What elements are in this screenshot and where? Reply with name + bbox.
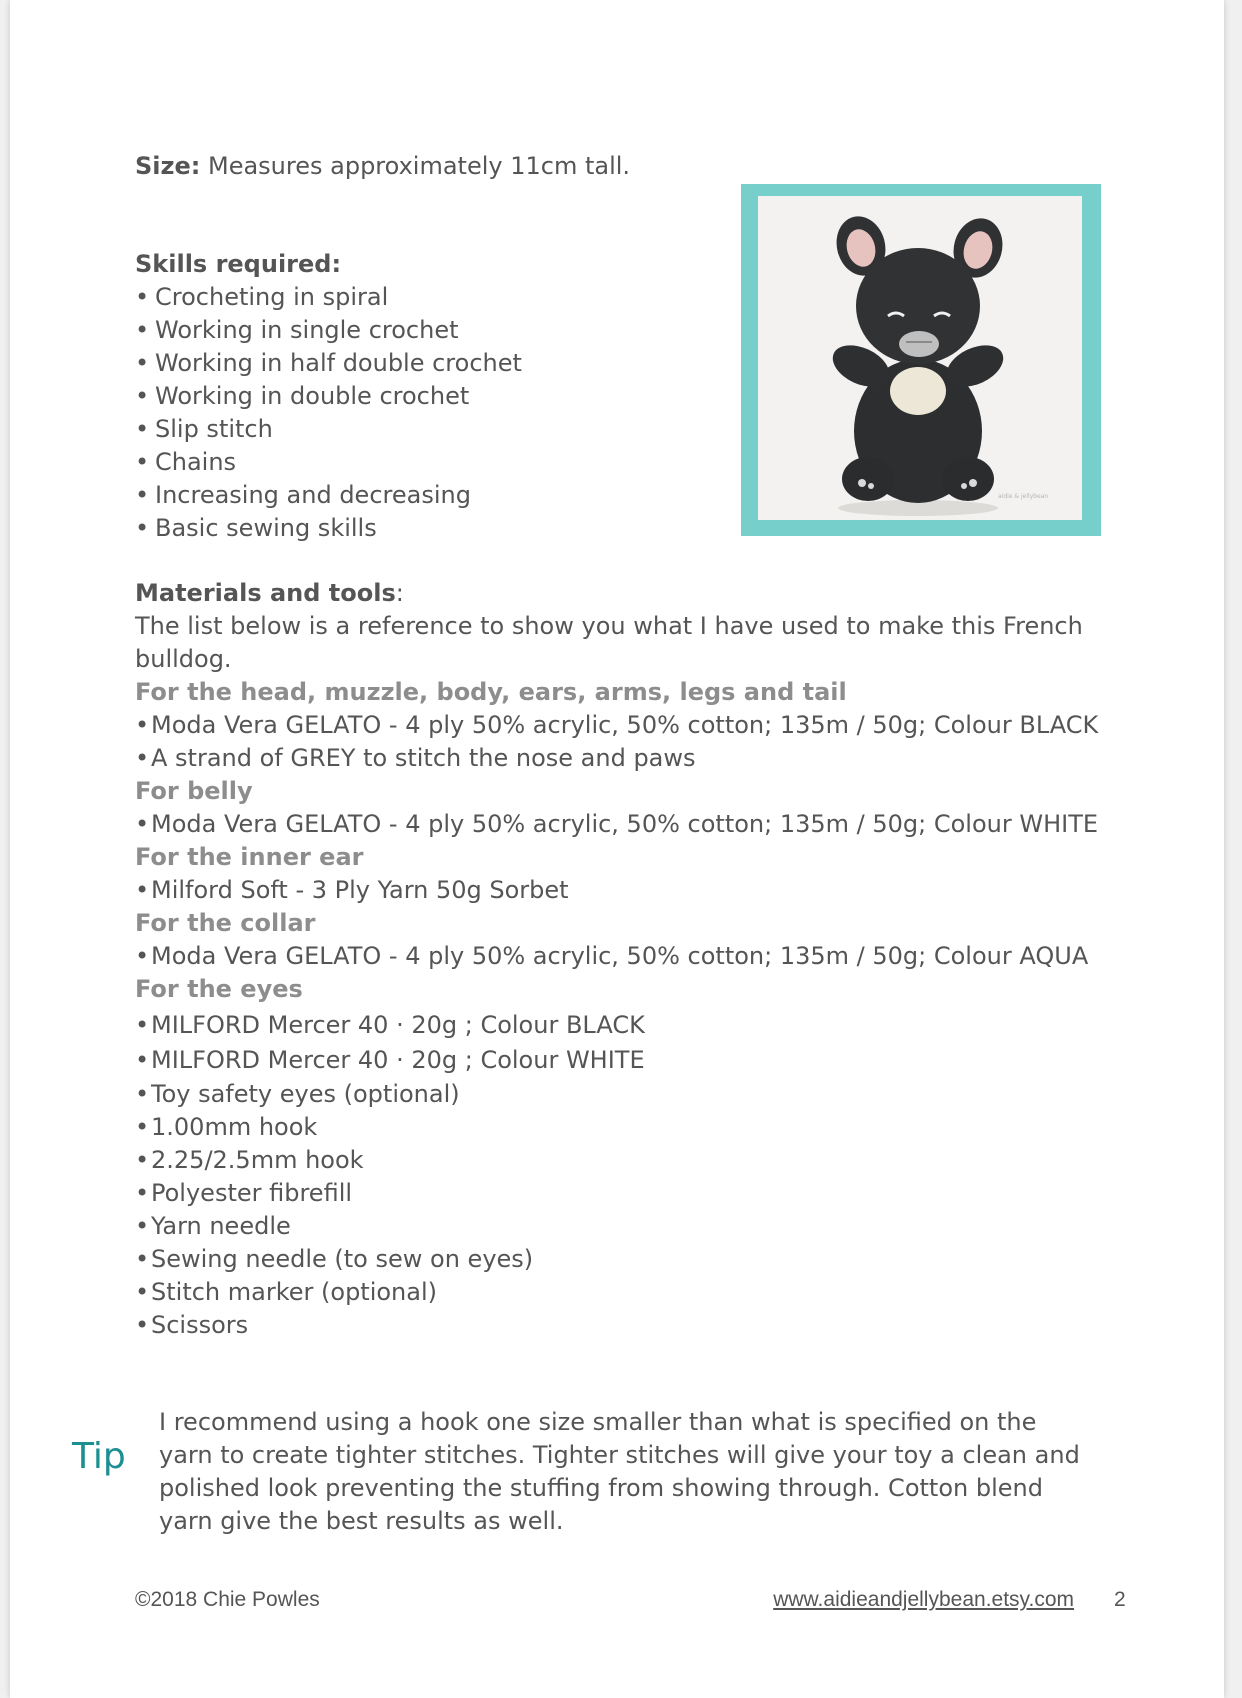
tip-text: I recommend using a hook one size smaller than what is specified on the yarn to create tighter stitches. Tighter stitches will give your toy a clean and polished look preventing the stuffing from showing through. Cotton blend yarn give the best results as well. (159, 1408, 1080, 1535)
size-line (135, 150, 630, 183)
materials-heading-line (135, 577, 1098, 610)
ear-list (135, 874, 1098, 907)
bulldog-photo (741, 184, 1101, 536)
belly-list (135, 808, 1098, 841)
list-item: • MILFORD Mercer 40 · 20g ; Colour WHITE (135, 1043, 1098, 1078)
list-item: • Working in double crochet (135, 380, 522, 413)
head-heading: For the head, muzzle, body, ears, arms, legs and tail (135, 678, 847, 706)
collar-heading: For the collar (135, 909, 316, 937)
skills-list (135, 281, 522, 545)
list-item: • Chains (135, 446, 522, 479)
size-label: Size: (135, 152, 201, 180)
size-text: Measures approximately 11cm tall. (200, 152, 631, 180)
list-item: • Moda Vera GELATO - 4 ply 50% acrylic, 50% cotton; 135m / 50g; Colour AQUA (135, 940, 1098, 973)
svg-text:aidie & jellybean: aidie & jellybean (998, 493, 1049, 500)
list-item: • A strand of GREY to stitch the nose and paws (135, 742, 1098, 775)
materials-intro-1: The list below is a reference to show you what I have used to make this French (135, 612, 1083, 640)
list-item: • MILFORD Mercer 40 · 20g ; Colour BLACK (135, 1008, 1098, 1043)
list-item: • Yarn needle (135, 1210, 1098, 1243)
list-item: • Increasing and decreasing (135, 479, 522, 512)
list-item: • Toy safety eyes (optional) (135, 1078, 1098, 1111)
bulldog-illustration (758, 196, 1082, 520)
list-item: • Scissors (135, 1309, 1098, 1342)
list-item: • Slip stitch (135, 413, 522, 446)
tools-list (135, 1078, 1098, 1342)
materials-heading: Materials and tools (135, 579, 396, 607)
collar-list (135, 940, 1098, 973)
list-item: • Crocheting in spiral (135, 281, 522, 314)
materials-intro-2: bulldog. (135, 645, 232, 673)
list-item: • Basic sewing skills (135, 512, 522, 545)
eyes-list (135, 1008, 1098, 1078)
eyes-heading: For the eyes (135, 975, 303, 1003)
photo-image (758, 196, 1082, 520)
document-page (10, 0, 1224, 1698)
materials-section (135, 577, 1098, 1342)
list-item: • Polyester fibrefill (135, 1177, 1098, 1210)
tip-label: Tip (72, 1436, 126, 1477)
page-number: 2 (1114, 1588, 1126, 1611)
website-link[interactable]: www.aidieandjellybean.etsy.com (773, 1588, 1074, 1611)
list-item: • Working in half double crochet (135, 347, 522, 380)
list-item: • Moda Vera GELATO - 4 ply 50% acrylic, 50% cotton; 135m / 50g; Colour BLACK (135, 709, 1098, 742)
belly-heading: For belly (135, 777, 253, 805)
list-item: • Working in single crochet (135, 314, 522, 347)
list-item: • Stitch marker (optional) (135, 1276, 1098, 1309)
skills-heading: Skills required: (135, 250, 342, 278)
skills-section (135, 248, 522, 545)
list-item: • Sewing needle (to sew on eyes) (135, 1243, 1098, 1276)
list-item: • 2.25/2.5mm hook (135, 1144, 1098, 1177)
copyright: ©2018 Chie Powles (135, 1588, 320, 1611)
ear-heading: For the inner ear (135, 843, 364, 871)
materials-colon: : (395, 579, 404, 607)
head-list (135, 709, 1098, 775)
list-item: • Milford Soft - 3 Ply Yarn 50g Sorbet (135, 874, 1098, 907)
list-item: • 1.00mm hook (135, 1111, 1098, 1144)
list-item: • Moda Vera GELATO - 4 ply 50% acrylic, 50% cotton; 135m / 50g; Colour WHITE (135, 808, 1098, 841)
